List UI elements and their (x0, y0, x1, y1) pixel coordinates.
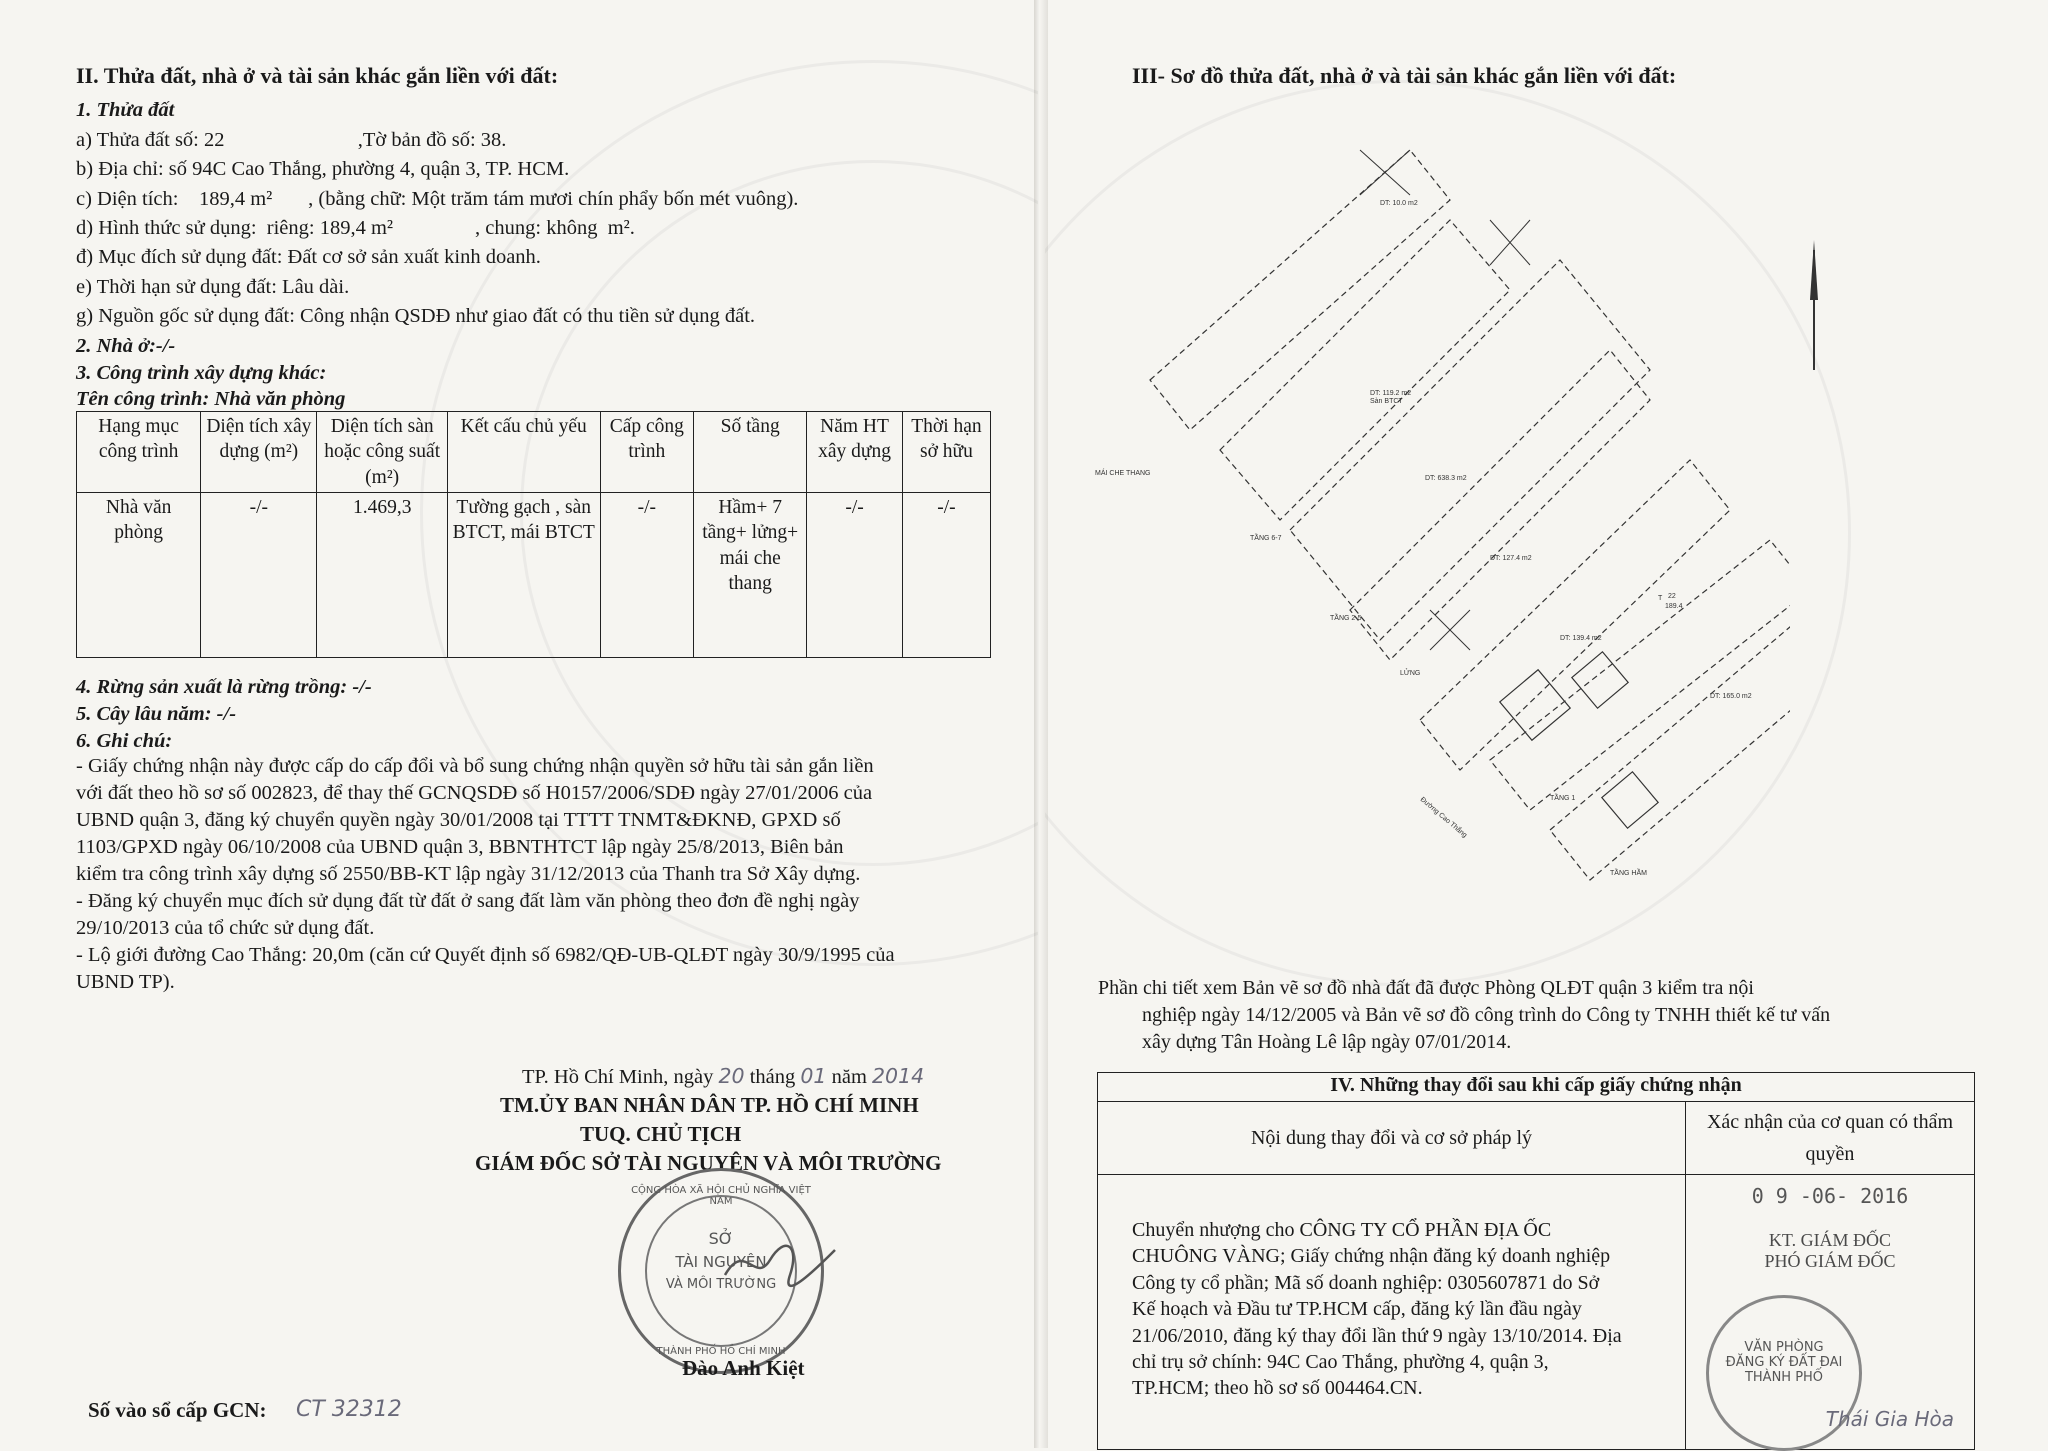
col-confirm-header: Xác nhận của cơ quan có thẩm quyền (1686, 1102, 1975, 1175)
table-header: Năm HT xây dựng (807, 412, 903, 493)
table-cell: Nhà văn phòng (77, 493, 201, 658)
label-mai-che-thang: MÁI CHE THANG (1095, 470, 1151, 477)
table-header: Số tầng (694, 412, 807, 493)
register-label: Số vào sổ cấp GCN: (88, 1398, 267, 1422)
year-prefix: năm (831, 1066, 867, 1088)
perennial-line: 5. Cây lâu năm: -/- (76, 703, 237, 725)
land-line-g: g) Nguồn gốc sử dụng đất: Công nhận QSDĐ như giao đất có thu tiền sử dụng đất. (76, 305, 756, 327)
label-tang-25: TẦNG 2-5 (1330, 615, 1362, 622)
change-line: chỉ trụ sở chính: 94C Cao Thắng, phường 4, quận 3, (1132, 1350, 1549, 1373)
label-lung: LỬNG (1400, 670, 1421, 677)
table-cell: -/- (600, 493, 694, 658)
label-parcel-prefix: T (1658, 595, 1663, 602)
seal-right-line-3: THÀNH PHỐ (1744, 1370, 1824, 1385)
detail-line: nghiệp ngày 14/12/2005 và Bản vẽ sơ đồ công trình do Công ty TNHH thiết kế tư vấn (1142, 1004, 1831, 1026)
seal-ring-bottom: THÀNH PHỐ HỒ CHÍ MINH (656, 1346, 786, 1357)
note-line: UBND TP). (76, 971, 175, 993)
authority-line-3: GIÁM ĐỐC SỞ TÀI NGUYÊN VÀ MÔI TRƯỜNG (475, 1151, 942, 1175)
changes-title-row (1098, 1073, 1975, 1102)
table-header: Kết cấu chủ yếu (447, 412, 600, 493)
note-line: - Lộ giới đường Cao Thắng: 20,0m (căn cứ Quyết định số 6982/QĐ-UB-QLĐT ngày 30/9/1995 của (76, 944, 895, 966)
plan-lung (1420, 460, 1730, 770)
col-content-header: Nội dung thay đổi và cơ sở pháp lý (1098, 1102, 1686, 1175)
label-street: Đường Cao Thắng (1418, 796, 1469, 840)
work-name: Tên công trình: Nhà văn phòng (76, 388, 346, 410)
north-arrow-icon (1800, 240, 1830, 380)
house-line: 2. Nhà ở:-/- (76, 335, 176, 357)
label-parcel-area: 189.4 (1665, 603, 1683, 610)
table-cell: Tường gạch , sàn BTCT, mái BTCT (447, 493, 600, 658)
authority-line-2: TUQ. CHỦ TỊCH (580, 1122, 742, 1146)
date-month: 01 (800, 1064, 827, 1088)
note-line: 1103/GPXD ngày 06/10/2008 của UBND quận 3, BBNTHTCT lập ngày 25/8/2013, Biên bản (76, 836, 844, 858)
table-header-row (77, 412, 991, 493)
plan-tang-25 (1290, 260, 1650, 640)
changes-header-row (1098, 1102, 1975, 1175)
change-line: Kế hoạch và Đầu tư TP.HCM cấp, đăng ký lần đầu ngày (1132, 1298, 1582, 1321)
land-line-a: a) Thửa đất số: 22 ,Tờ bản đồ số: 38. (76, 129, 507, 151)
table-cell: 1.469,3 (317, 493, 448, 658)
label-tang-1: TẦNG 1 (1550, 795, 1576, 802)
land-line-e: e) Thời hạn sử dụng đất: Lâu dài. (76, 276, 350, 298)
plan-stairs (1572, 652, 1628, 708)
plan-tang-1 (1490, 540, 1790, 810)
land-line-b: b) Địa chỉ: số 94C Cao Thắng, phường 4, quận 3, TP. HCM. (76, 158, 570, 180)
note-line: kiểm tra công trình xây dựng số 2550/BB-KT lập ngày 31/12/2013 của Thanh tra Sở Xây dựng. (76, 863, 861, 885)
seal-line-3: VÀ MÔI TRƯỜNG (665, 1277, 777, 1292)
change-line: Công ty cổ phần; Mã số doanh nghiệp: 0305607871 do Sở (1132, 1271, 1600, 1294)
plan-mai-che-thang (1150, 150, 1450, 430)
table-header: Diện tích sàn hoặc công suất (m²) (317, 412, 448, 493)
label-dt-10: DT: 10.0 m2 (1380, 200, 1418, 207)
plan-stairs (1500, 670, 1570, 740)
note-line: UBND quận 3, đăng ký chuyển quyền ngày 30/01/2008 tại TTTT TNMT&ĐKNĐ, GPXD số (76, 809, 841, 831)
signature-mark (720, 1235, 840, 1295)
date-day: 20 (718, 1064, 745, 1088)
plan-tang-ham (1550, 610, 1790, 880)
construction-table (76, 411, 991, 658)
label-dt-638: DT: 638.3 m2 (1425, 475, 1467, 482)
change-line: Chuyển nhượng cho CÔNG TY CỔ PHẦN ĐỊA ỐC (1132, 1219, 1552, 1241)
table-cell: -/- (902, 493, 990, 658)
section-iii-title: III- Sơ đồ thửa đất, nhà ở và tài sản khác gắn liền với đất: (1132, 63, 1677, 88)
changes-table (1097, 1072, 1975, 1450)
table-header: Cấp công trình (600, 412, 694, 493)
label-dt-119: DT: 119.2 m2 (1370, 390, 1412, 397)
seal-ring-top: CỘNG HÒA XÃ HỘI CHỦ NGHĨA VIỆT NAM (631, 1185, 811, 1207)
label-tang-67: TẦNG 6-7 (1250, 535, 1282, 542)
land-line-d: d) Hình thức sử dụng: riêng: 189,4 m² , chung: không m². (76, 217, 635, 239)
change-confirm-cell (1686, 1175, 1975, 1450)
forest-line: 4. Rừng sản xuất là rừng trồng: -/- (76, 676, 372, 698)
detail-line: Phần chi tiết xem Bản vẽ sơ đồ nhà đất đã được Phòng QLĐT quận 3 kiểm tra nội (1098, 977, 1754, 999)
table-cell: -/- (201, 493, 317, 658)
land-heading: 1. Thửa đất (76, 99, 175, 121)
label-dt-127: DT: 127.4 m2 (1490, 555, 1532, 562)
change-line: CHUÔNG VÀNG; Giấy chứng nhận đăng ký doanh nghiệp (1132, 1245, 1611, 1268)
stamp-date: 0 9 -06- 2016 (1751, 1184, 1909, 1208)
note-line: 29/10/2013 của tổ chức sử dụng đất. (76, 917, 375, 939)
table-row (77, 493, 991, 658)
section-ii-title: II. Thửa đất, nhà ở và tài sản khác gắn liền với đất: (76, 63, 559, 88)
confirm-signer: Thái Gia Hòa (1825, 1407, 1954, 1431)
sign-date (522, 1064, 924, 1089)
label-parcel-no: 22 (1668, 593, 1676, 600)
label-dt-165: DT: 165.0 m2 (1710, 693, 1752, 700)
plan-stairs (1602, 772, 1658, 828)
label-san-btct: Sàn BTCT (1370, 398, 1403, 405)
table-header: Diện tích xây dựng (m²) (201, 412, 317, 493)
confirm-line-1: KT. GIÁM ĐỐC (1768, 1230, 1892, 1250)
confirm-line-2: PHÓ GIÁM ĐỐC (1764, 1251, 1896, 1271)
seal-line-2: TÀI NGUYÊN (675, 1253, 767, 1271)
change-content-cell (1098, 1175, 1686, 1450)
change-line: 21/06/2010, đăng ký thay đổi lần thứ 9 ngày 13/10/2014. Địa (1132, 1324, 1622, 1347)
note-line: - Giấy chứng nhận này được cấp do cấp đổi và bổ sung chứng nhận quyền sở hữu tài sản gắn liền (76, 755, 874, 777)
table-cell: -/- (807, 493, 903, 658)
other-works-heading: 3. Công trình xây dựng khác: (76, 362, 327, 384)
table-header: Thời hạn sở hữu (902, 412, 990, 493)
land-line-dd: đ) Mục đích sử dụng đất: Đất cơ sở sản xuất kinh doanh. (76, 246, 541, 268)
land-line-c: c) Diện tích: 189,4 m² , (bằng chữ: Một trăm tám mươi chín phẩy bốn mét vuông). (76, 188, 799, 210)
table-header: Hạng mục công trình (77, 412, 201, 493)
month-prefix: tháng (749, 1066, 796, 1088)
notes-heading: 6. Ghi chú: (76, 730, 173, 752)
detail-line: xây dựng Tân Hoàng Lê lập ngày 07/01/2014. (1142, 1031, 1512, 1053)
seal-right-line-1: VĂN PHÒNG (1744, 1340, 1824, 1355)
floor-plan-diagram (1090, 140, 1790, 920)
signer-name: Đào Anh Kiệt (682, 1356, 805, 1380)
changes-title: IV. Những thay đổi sau khi cấp giấy chứng nhận (1098, 1073, 1975, 1102)
seal-right-line-2: ĐĂNG KÝ ĐẤT ĐAI (1725, 1355, 1843, 1370)
table-row (1098, 1175, 1975, 1450)
label-tang-ham: TẦNG HẦM (1610, 870, 1647, 877)
label-dt-139: DT: 139.4 m2 (1560, 635, 1602, 642)
note-line: với đất theo hồ sơ số 002823, để thay thế GCNQSDĐ số H0157/2006/SDĐ ngày 27/01/2006 của (76, 782, 873, 804)
date-year: 2014 (872, 1064, 925, 1088)
authority-line-1: TM.ỦY BAN NHÂN DÂN TP. HỒ CHÍ MINH (500, 1093, 919, 1117)
register-number: CT 32312 (296, 1397, 402, 1422)
table-cell: Hầm+ 7 tầng+ lửng+ mái che thang (694, 493, 807, 658)
change-line: TP.HCM; theo hồ sơ số 004464.CN. (1132, 1377, 1423, 1400)
date-prefix: TP. Hồ Chí Minh, ngày (522, 1066, 714, 1088)
seal-line-1: SỞ (708, 1229, 734, 1248)
note-line: - Đăng ký chuyển mục đích sử dụng đất từ đất ở sang đất làm văn phòng theo đơn đề nghị ngày (76, 890, 860, 912)
